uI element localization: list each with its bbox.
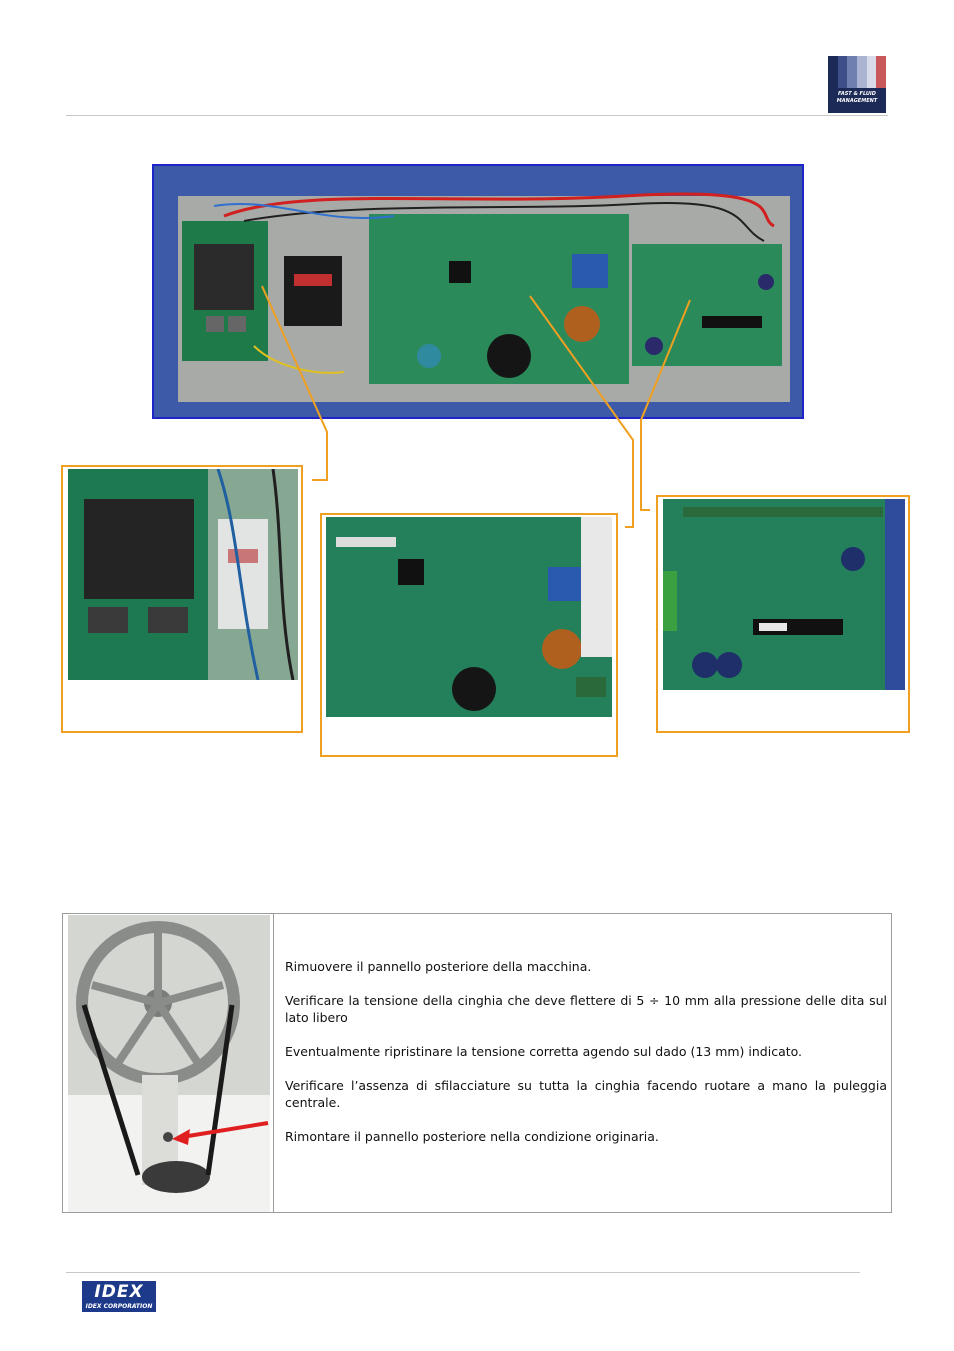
idex-logo-word: IDEX <box>94 1282 144 1302</box>
control-board-detail-frame <box>656 495 910 733</box>
instruction-step-1: Rimuovere il pannello posteriore della macchina. <box>285 959 592 974</box>
instruction-step-4: Verificare l’assenza di sfilacciature su tutta la cinghia facendo ruotare a mano la puleggia centrale. <box>285 1078 887 1110</box>
power-board-detail-frame <box>320 513 618 757</box>
instruction-step-2: Verificare la tensione della cinghia che deve flettere di 5 ÷ 10 mm alla pressione delle dita sul lato libero <box>285 993 887 1025</box>
transformer-detail-frame <box>61 465 303 733</box>
column-divider <box>273 914 274 1212</box>
belt-instruction-block <box>62 913 892 1213</box>
instruction-step-5: Rimontare il pannello posteriore nella condizione originaria. <box>285 1129 659 1144</box>
belt-pulley-photo <box>68 915 270 1212</box>
idex-logo <box>82 1281 156 1312</box>
power-board-photo <box>326 517 612 717</box>
footer-rule <box>66 1272 860 1273</box>
transformer-board-photo <box>68 469 298 680</box>
instruction-text <box>285 958 887 1162</box>
instruction-step-3: Eventualmente ripristinare la tensione corretta agendo sul dado (13 mm) indicato. <box>285 1044 803 1059</box>
logo-text: FAST & FLUID MANAGEMENT <box>836 91 878 104</box>
idex-logo-subtext: IDEX CORPORATION <box>85 1303 153 1310</box>
control-board-photo <box>663 499 905 690</box>
